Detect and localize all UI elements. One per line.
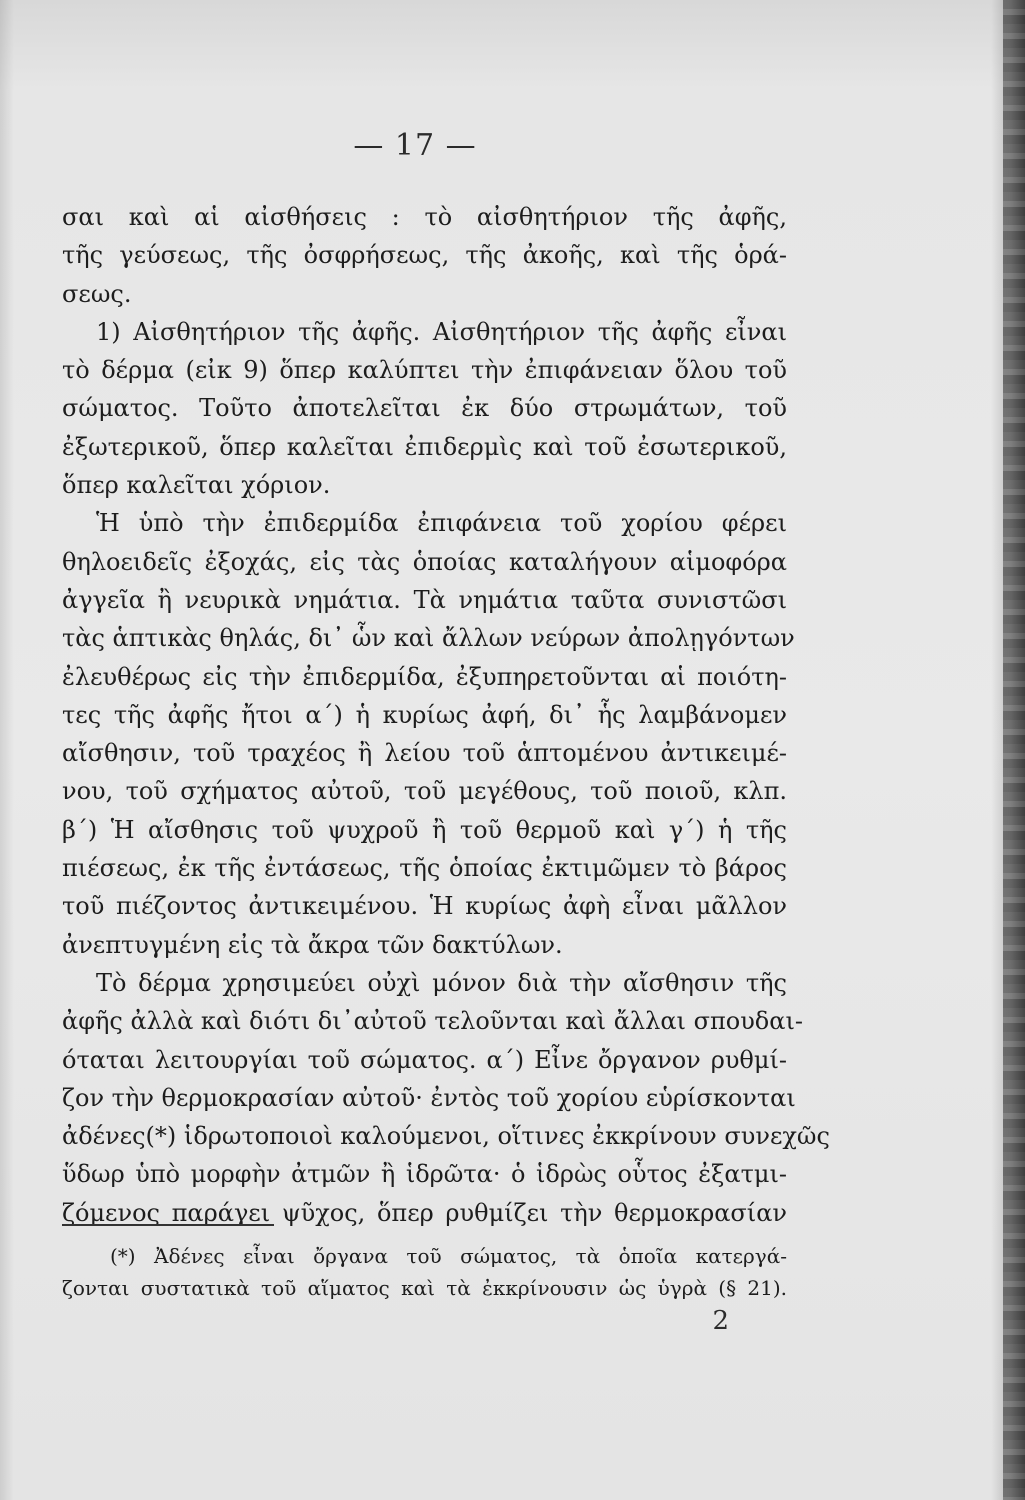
text-line: ἐξωτερικοῦ, ὅπερ καλεῖται ἐπιδερμὶς καὶ τοῦ ἐσωτερικοῦ,	[62, 432, 787, 461]
text-line: ἀφῆς ἀλλὰ καὶ διότι δι᾽αὐτοῦ τελοῦνται καὶ ἄλλαι σπουδαι-	[62, 1007, 803, 1036]
text-line: πιέσεως, ἐκ τῆς ἐντάσεως, τῆς ὁποίας ἐκτιμῶμεν τὸ βάρος	[62, 854, 787, 883]
text-line: όταται λειτουργίαι τοῦ σώματος. α΄) Εἶνε ὄργανον ρυθμί-	[62, 1045, 787, 1074]
text-line: αἴσθησιν, τοῦ τραχέος ἢ λείου τοῦ ἁπτομένου ἀντικειμέ-	[62, 739, 787, 768]
text-line: τῆς γεύσεως, τῆς ὀσφρήσεως, τῆς ἀκοῆς, καὶ τῆς ὁρά-	[62, 241, 787, 270]
text-line: ἐλευθέρως εἰς τὴν ἐπιδερμίδα, ἐξυπηρετοῦνται αἱ ποιότη-	[62, 662, 787, 691]
text-line: σώματος. Τοῦτο ἀποτελεῖται ἐκ δύο στρωμάτων, τοῦ	[62, 394, 787, 423]
text-line: τες τῆς ἀφῆς ἤτοι α΄) ἡ κυρίως ἀφή, δι᾽ ἧς λαμβάνομεν	[62, 700, 787, 729]
text-line: β΄) Ἡ αἴσθησις τοῦ ψυχροῦ ἢ τοῦ θερμοῦ καὶ γ΄) ἡ τῆς	[62, 815, 787, 844]
text-line: θηλοειδεῖς ἐξοχάς, εἰς τὰς ὁποίας καταλήγουν αἱμοφόρα	[62, 547, 787, 576]
text-line: νου, τοῦ σχήματος αὐτοῦ, τοῦ μεγέθους, τοῦ ποιοῦ, κλπ.	[62, 777, 787, 806]
text-line: σεως.	[62, 279, 132, 308]
body-text	[62, 198, 830, 1232]
text-line: ζον τὴν θερμοκρασίαν αὐτοῦ· ἐντὸς τοῦ χορίου εὑρίσκονται	[62, 1083, 796, 1112]
book-binding-edge	[1003, 0, 1025, 1500]
section-heading-line: 1) Αἰσθητήριον τῆς ἀφῆς. Αἰσθητήριον τῆς ἀφῆς εἶναι	[96, 317, 787, 346]
text-line: τοῦ πιέζοντος ἀντικειμένου. Ἡ κυρίως ἀφὴ εἶναι μᾶλλον	[62, 892, 787, 921]
text-line: τὸ δέρμα (εἰκ 9) ὅπερ καλύπτει τὴν ἐπιφάνειαν ὅλου τοῦ	[62, 356, 787, 385]
paragraph-start-line: Τὸ δέρμα χρησιμεύει οὐχὶ μόνον διὰ τὴν αἴσθησιν τῆς	[96, 968, 787, 997]
text-line: ζόμενος παράγει ψῦχος, ὅπερ ρυθμίζει τὴν θερμοκρασίαν	[62, 1198, 787, 1227]
page-number: — 17 —	[353, 128, 477, 163]
text-line: ἀδένες(*) ἱδρωτοποιοὶ καλούμενοι, οἵτινες ἐκκρίνουν συνεχῶς	[62, 1122, 830, 1151]
footnote-line: ζονται συστατικὰ τοῦ αἵματος καὶ τὰ ἐκκρίνουσιν ὡς ὑγρὰ (§ 21).	[62, 1276, 787, 1300]
footnote-line: (*) Ἀδένες εἶναι ὄργανα τοῦ σώματος, τὰ ὁποῖα κατεργά-	[110, 1244, 787, 1268]
text-line: ὅπερ καλεῖται χόριον.	[62, 471, 331, 500]
footnote-rule	[62, 1224, 274, 1226]
text-line: σαι καὶ αἱ αἰσθήσεις : τὸ αἰσθητήριον τῆς ἀφῆς,	[62, 203, 787, 231]
footnote	[62, 1240, 787, 1304]
paragraph-start-line: Ἡ ὑπὸ τὴν ἐπιδερμίδα ἐπιφάνεια τοῦ χορίου φέρει	[96, 509, 787, 538]
text-line: ἀνεπτυγμένη εἰς τὰ ἄκρα τῶν δακτύλων.	[62, 930, 563, 959]
text-line: ἀγγεῖα ἢ νευρικὰ νημάτια. Τὰ νημάτια ταῦτα συνιστῶσι	[62, 585, 787, 614]
text-line: ὕδωρ ὑπὸ μορφὴν ἀτμῶν ἢ ἱδρῶτα· ὁ ἱδρὼς οὗτος ἐξατμι-	[62, 1160, 787, 1189]
text-line: τὰς ἁπτικὰς θηλάς, δι᾽ ὧν καὶ ἄλλων νεύρων ἀπολῃγόντων	[62, 624, 795, 653]
signature-mark: 2	[712, 1306, 729, 1336]
